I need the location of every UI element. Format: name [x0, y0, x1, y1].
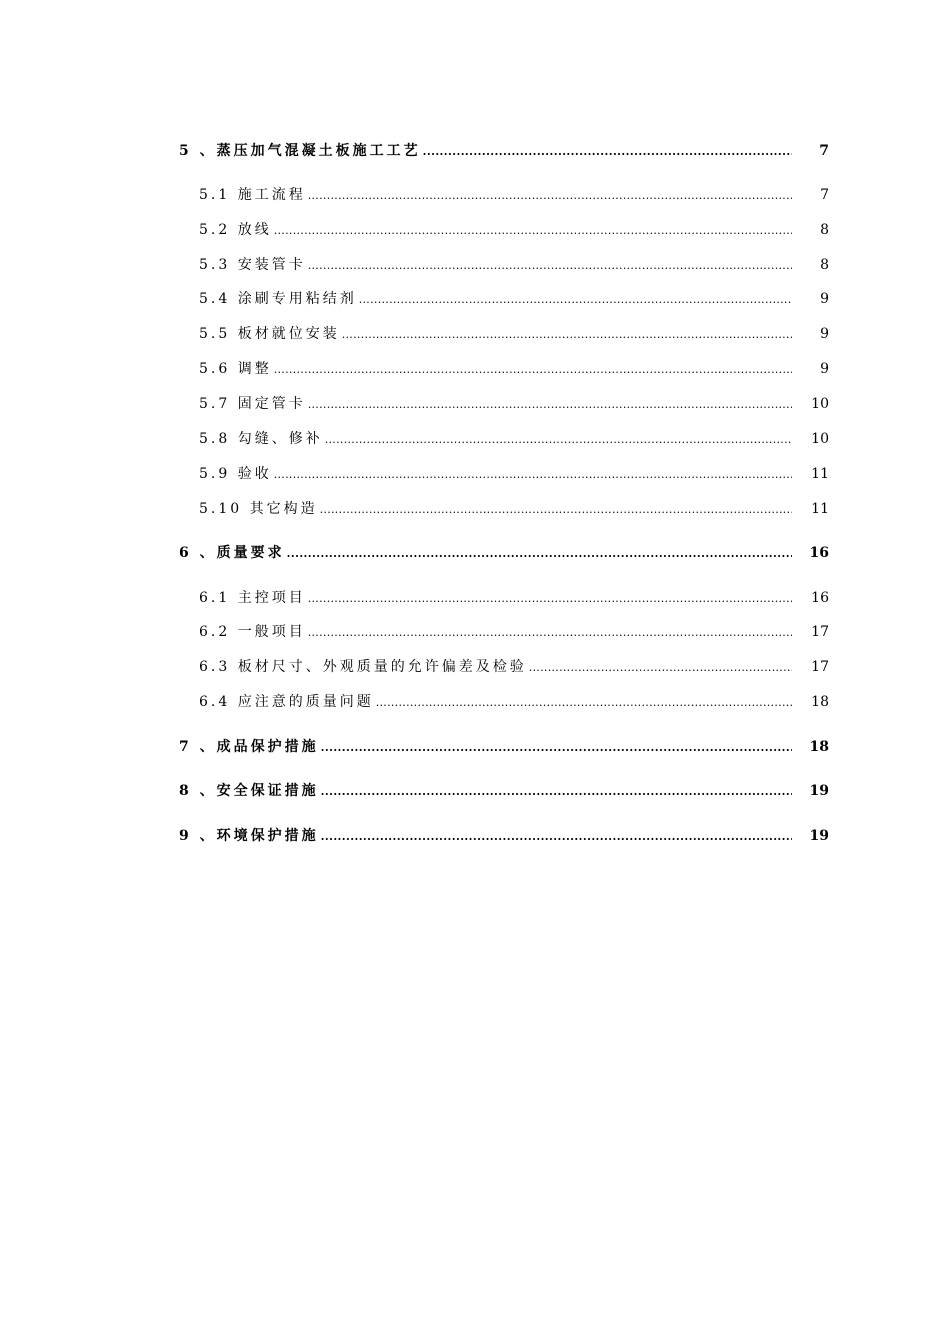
- toc-dot-leader: [376, 690, 792, 715]
- toc-entry-5-10[interactable]: [199, 497, 829, 521]
- toc-page-number: 18: [811, 694, 829, 710]
- toc-entry-5-8[interactable]: [199, 427, 829, 451]
- toc-page-number: 17: [811, 659, 829, 675]
- toc-entry-5[interactable]: [179, 139, 829, 163]
- toc-entry-label: 5 、蒸压加气混凝土板施工工艺: [179, 143, 421, 159]
- toc-entry-label: 6.3 板材尺寸、外观质量的允许偏差及检验: [199, 659, 527, 675]
- toc-entry-label: 6 、质量要求: [179, 545, 285, 561]
- toc-dot-leader: [321, 735, 792, 760]
- toc-entry-label: 5.9 验收: [199, 466, 272, 482]
- toc-dot-leader: [342, 322, 792, 347]
- toc-page-number: 11: [811, 501, 829, 517]
- toc-page-number: 9: [820, 361, 829, 377]
- toc-entry-5-1[interactable]: [199, 183, 829, 207]
- toc-page-number: 19: [809, 828, 829, 844]
- toc-page-number: 10: [811, 396, 829, 412]
- toc-entry-label: 7 、成品保护措施: [179, 739, 319, 755]
- toc-page-number: 7: [820, 187, 829, 203]
- toc-entry-label: 5.10 其它构造: [199, 501, 318, 517]
- toc-dot-leader: [359, 287, 792, 312]
- toc-page-number: 10: [811, 431, 829, 447]
- toc-dot-leader: [274, 357, 792, 382]
- toc-dot-leader: [308, 253, 792, 278]
- toc-dot-leader: [529, 655, 792, 680]
- toc-entry-8[interactable]: [179, 779, 829, 803]
- toc-page-number: 9: [820, 291, 829, 307]
- toc-dot-leader: [308, 183, 792, 208]
- toc-entry-label: 5.8 勾缝、修补: [199, 431, 323, 447]
- toc-entry-label: 5.3 安装管卡: [199, 257, 306, 273]
- toc-entry-9[interactable]: [179, 824, 829, 848]
- toc-entry-label: 5.7 固定管卡: [199, 396, 306, 412]
- toc-page-number: 16: [811, 590, 829, 606]
- toc-entry-6-4[interactable]: [199, 690, 829, 714]
- toc-page-number: 19: [809, 783, 829, 799]
- toc-page-number: 16: [809, 545, 829, 561]
- toc-entry-5-9[interactable]: [199, 462, 829, 486]
- toc-entry-6-1[interactable]: [199, 586, 829, 610]
- toc-page-number: 9: [820, 326, 829, 342]
- toc-page-number: 8: [820, 257, 829, 273]
- toc-entry-label: 9 、环境保护措施: [179, 828, 319, 844]
- toc-dot-leader: [287, 541, 792, 566]
- toc-entry-label: 6.1 主控项目: [199, 590, 306, 606]
- toc-entry-5-5[interactable]: [199, 322, 829, 346]
- toc-entry-5-3[interactable]: [199, 253, 829, 277]
- toc-entry-5-2[interactable]: [199, 218, 829, 242]
- toc-entry-5-6[interactable]: [199, 357, 829, 381]
- toc-dot-leader: [308, 392, 792, 417]
- toc-dot-leader: [321, 779, 792, 804]
- toc-entry-6[interactable]: [179, 541, 829, 565]
- toc-dot-leader: [274, 462, 792, 487]
- toc-entry-label: 6.4 应注意的质量问题: [199, 694, 374, 710]
- toc-dot-leader: [274, 218, 792, 243]
- toc-dot-leader: [325, 427, 792, 452]
- toc-entry-label: 5.1 施工流程: [199, 187, 306, 203]
- toc-dot-leader: [320, 497, 792, 522]
- toc-entry-5-7[interactable]: [199, 392, 829, 416]
- toc-page-number: 17: [811, 624, 829, 640]
- toc-page-number: 8: [820, 222, 829, 238]
- toc-dot-leader: [308, 586, 792, 611]
- toc-entry-5-4[interactable]: [199, 287, 829, 311]
- toc-dot-leader: [308, 620, 792, 645]
- toc-entry-label: 6.2 一般项目: [199, 624, 306, 640]
- toc-entry-label: 5.2 放线: [199, 222, 272, 238]
- toc-page-number: 18: [809, 739, 829, 755]
- toc-page-number: 7: [819, 143, 829, 159]
- toc-dot-leader: [321, 824, 792, 849]
- toc-dot-leader: [423, 139, 792, 164]
- toc-entry-label: 8 、安全保证措施: [179, 783, 319, 799]
- toc-entry-6-2[interactable]: [199, 620, 829, 644]
- toc-entry-label: 5.5 板材就位安装: [199, 326, 340, 342]
- toc-page-number: 11: [811, 466, 829, 482]
- toc-entry-label: 5.4 涂刷专用粘结剂: [199, 291, 357, 307]
- toc-entry-6-3[interactable]: [199, 655, 829, 679]
- toc-entry-label: 5.6 调整: [199, 361, 272, 377]
- toc-entry-7[interactable]: [179, 735, 829, 759]
